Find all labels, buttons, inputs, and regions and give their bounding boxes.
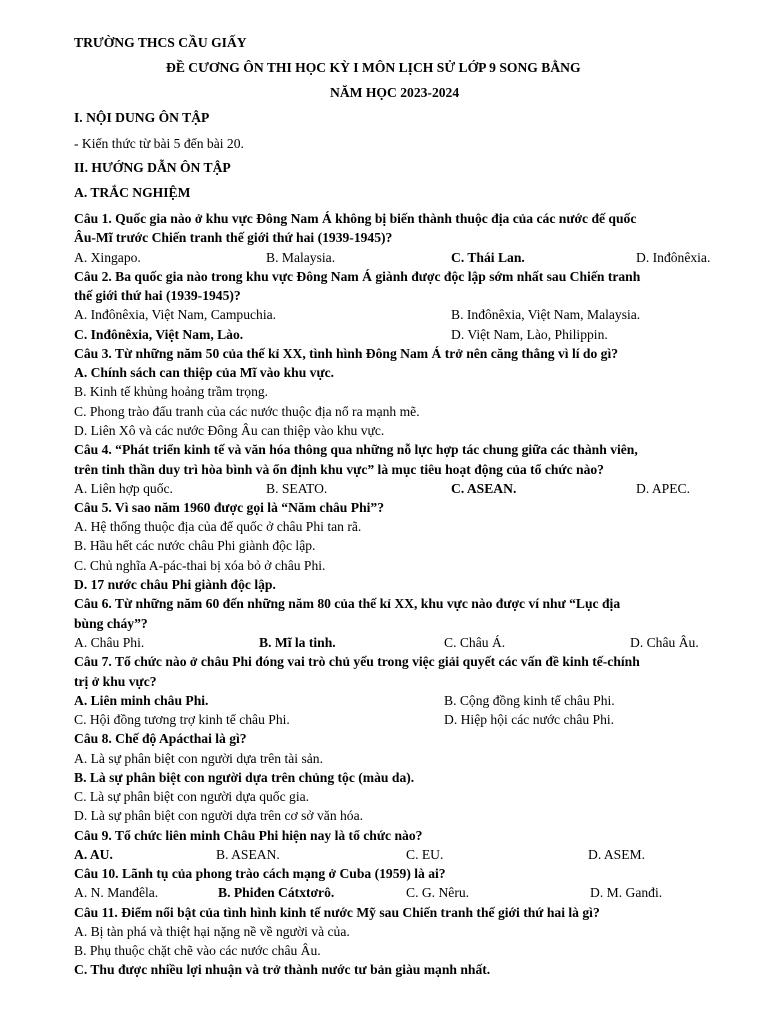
question-11-line-1: Câu 11. Điểm nổi bật của tình hình kinh tế nước Mỹ sau Chiến tranh thế giới thứ hai là gì? bbox=[74, 905, 600, 920]
question-4-option-a: A. Liên hợp quốc. bbox=[74, 481, 173, 496]
question-10-option-b: B. Phiđen Cátxtơrô. bbox=[218, 885, 335, 900]
question-2-option-a: A. Inđônêxia, Việt Nam, Campuchia. bbox=[74, 307, 277, 322]
question-1-line-2: Âu-Mĩ trước Chiến tranh thế giới thứ hai (1939-1945)? bbox=[74, 230, 393, 245]
question-9-line-1: Câu 9. Tổ chức liên minh Châu Phi hiện nay là tổ chức nào? bbox=[74, 828, 423, 843]
section-2-subheading: A. TRẮC NGHIỆM bbox=[74, 185, 191, 200]
question-8-option-a: A. Là sự phân biệt con người dựa trên tài sản. bbox=[74, 751, 323, 766]
question-2-line-2: thế giới thứ hai (1939-1945)? bbox=[74, 288, 241, 303]
question-7-line-1: Câu 7. Tổ chức nào ở châu Phi đóng vai trò chủ yếu trong việc giải quyết các vấn đề kinh tế-chính bbox=[74, 654, 640, 669]
question-1-option-c: C. Thái Lan. bbox=[451, 250, 525, 265]
question-9-option-a: A. AU. bbox=[74, 847, 113, 862]
question-2-option-b: B. Inđônêxia, Việt Nam, Malaysia. bbox=[451, 307, 641, 322]
document-title: ĐỀ CƯƠNG ÔN THI HỌC KỲ I MÔN LỊCH SỬ LỚP 9 SONG BẰNG bbox=[166, 60, 581, 75]
question-6-option-b: B. Mĩ la tinh. bbox=[259, 635, 336, 650]
question-7-option-a: A. Liên minh châu Phi. bbox=[74, 693, 209, 708]
question-4-line-1: Câu 4. “Phát triển kinh tế và văn hóa thông qua những nỗ lực hợp tác chung giữa các thành viên, bbox=[74, 442, 638, 457]
question-7-option-b: B. Cộng đồng kinh tế châu Phi. bbox=[444, 693, 615, 708]
question-8-option-d: D. Là sự phân biệt con người dựa trên cơ sở văn hóa. bbox=[74, 808, 364, 823]
question-4-option-c: C. ASEAN. bbox=[451, 481, 517, 496]
question-5-option-b: B. Hầu hết các nước châu Phi giành độc lập. bbox=[74, 538, 316, 553]
question-6-option-a: A. Châu Phi. bbox=[74, 635, 145, 650]
question-3-option-d: D. Liên Xô và các nước Đông Âu can thiệp vào khu vực. bbox=[74, 423, 385, 438]
question-1-line-1: Câu 1. Quốc gia nào ở khu vực Đông Nam Á không bị biến thành thuộc địa của các nước đế quốc bbox=[74, 211, 637, 226]
question-11-option-a: A. Bị tàn phá và thiệt hại nặng nề về người và của. bbox=[74, 924, 350, 939]
section-1-content: - Kiến thức từ bài 5 đến bài 20. bbox=[74, 136, 244, 151]
school-name: TRƯỜNG THCS CẦU GIẤY bbox=[74, 35, 247, 50]
question-2-option-c: C. Inđônêxia, Việt Nam, Lào. bbox=[74, 327, 244, 342]
question-6-line-2: bùng cháy”? bbox=[74, 616, 148, 631]
question-3-option-a: A. Chính sách can thiệp của Mĩ vào khu vực. bbox=[74, 365, 335, 380]
question-11-option-b: B. Phụ thuộc chặt chẽ vào các nước châu Âu. bbox=[74, 943, 321, 958]
question-2-option-d: D. Việt Nam, Lào, Philippin. bbox=[451, 327, 608, 342]
question-10-option-d: D. M. Ganđi. bbox=[590, 885, 663, 900]
question-10-line-1: Câu 10. Lãnh tụ của phong trào cách mạng ở Cuba (1959) là ai? bbox=[74, 866, 446, 881]
question-4-line-2: trên tinh thần duy trì hòa bình và ổn định khu vực” là mục tiêu hoạt động của tổ chức nào? bbox=[74, 462, 604, 477]
section-2-heading: II. HƯỚNG DẪN ÔN TẬP bbox=[74, 160, 231, 175]
question-9-option-c: C. EU. bbox=[406, 847, 444, 862]
question-5-option-c: C. Chủ nghĩa A-pác-thai bị xóa bỏ ở châu Phi. bbox=[74, 558, 326, 573]
question-1-option-a: A. Xingapo. bbox=[74, 250, 141, 265]
question-1-option-d: D. Inđônêxia. bbox=[636, 250, 711, 265]
question-10-option-a: A. N. Manđêla. bbox=[74, 885, 159, 900]
question-6-option-c: C. Châu Á. bbox=[444, 635, 506, 650]
question-8-line-1: Câu 8. Chế độ Apácthai là gì? bbox=[74, 731, 247, 746]
question-1-option-b: B. Malaysia. bbox=[266, 250, 336, 265]
question-10-option-c: C. G. Nêru. bbox=[406, 885, 470, 900]
question-6-line-1: Câu 6. Từ những năm 60 đến những năm 80 của thế kỉ XX, khu vực nào được ví như “Lục địa bbox=[74, 596, 621, 611]
question-6-option-d: D. Châu Âu. bbox=[630, 635, 699, 650]
question-7-option-d: D. Hiệp hội các nước châu Phi. bbox=[444, 712, 615, 727]
question-3-line-1: Câu 3. Từ những năm 50 của thế kỉ XX, tình hình Đông Nam Á trở nên căng thẳng vì lí do gì? bbox=[74, 346, 619, 361]
question-3-option-c: C. Phong trào đấu tranh của các nước thuộc địa nổ ra mạnh mẽ. bbox=[74, 404, 420, 419]
question-8-option-c: C. Là sự phân biệt con người dựa quốc gia. bbox=[74, 789, 310, 804]
school-year: NĂM HỌC 2023-2024 bbox=[330, 85, 460, 100]
question-5-option-d: D. 17 nước châu Phi giành độc lập. bbox=[74, 577, 276, 592]
question-11-option-c: C. Thu được nhiều lợi nhuận và trở thành nước tư bản giàu mạnh nhất. bbox=[74, 962, 491, 977]
section-1-heading: I. NỘI DUNG ÔN TẬP bbox=[74, 110, 210, 125]
question-9-option-d: D. ASEM. bbox=[588, 847, 646, 862]
question-9-option-b: B. ASEAN. bbox=[216, 847, 280, 862]
question-8-option-b: B. Là sự phân biệt con người dựa trên chủng tộc (màu da). bbox=[74, 770, 415, 785]
question-5-option-a: A. Hệ thống thuộc địa của đế quốc ở châu Phi tan rã. bbox=[74, 519, 362, 534]
question-7-option-c: C. Hội đồng tương trợ kinh tế châu Phi. bbox=[74, 712, 290, 727]
question-7-line-2: trị ở khu vực? bbox=[74, 674, 157, 689]
question-4-option-d: D. APEC. bbox=[636, 481, 691, 496]
question-3-option-b: B. Kinh tế khủng hoảng trầm trọng. bbox=[74, 384, 269, 399]
question-5-line-1: Câu 5. Vì sao năm 1960 được gọi là “Năm châu Phi”? bbox=[74, 500, 384, 515]
question-2-line-1: Câu 2. Ba quốc gia nào trong khu vực Đông Nam Á giành được độc lập sớm nhất sau Chiến tranh bbox=[74, 269, 641, 284]
question-4-option-b: B. SEATO. bbox=[266, 481, 328, 496]
